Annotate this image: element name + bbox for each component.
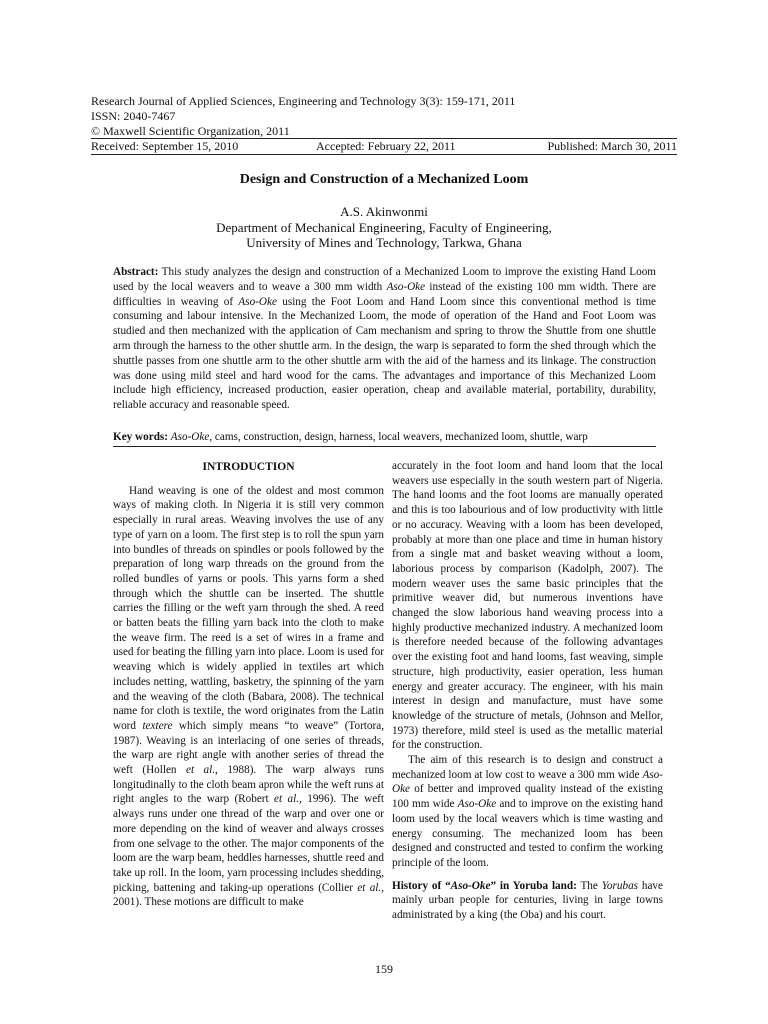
abstract-italic: Aso-Oke [386,280,426,293]
paragraph-text: , 1996). The weft always runs under one thread of the warp and over one or more depending on the kind of weaver and always crosses from one selvage to the other. The major components of the loom are the warp beam, heddles harnesses, shuttle reed and take up roll. In the loom, yarn processing includes shedding, picking, battening and taking-up operations (Collier [113,793,385,894]
journal-header [91,94,677,139]
left-column [113,458,384,910]
paragraph-text: have mainly urban people for centuries, living in large towns administrated by a king (the Oba) and his court. [392,879,663,922]
abstract-text: This study analyzes the design and construction of a Mechanized Loom to improve the existing Hand Loom used by the local weavers and to weave a 300 mm width [113,266,656,293]
keywords-text: , cams, construction, design, harness, local weavers, mechanized loom, shuttle, warp [209,431,588,443]
abstract-text: instead of the existing 100 mm width. There are difficulties in weaving of [113,280,657,308]
subheading-italic: Aso-Oke [450,879,491,892]
section-heading-introduction: INTRODUCTION [202,461,295,473]
keywords-rule [113,446,656,447]
author-block [91,204,677,251]
paragraph-text: and to improve on the existing hand loom used by the local weavers which is time wasting and energy consuming. The mechanized loom has been designed and constructed and tested to confirm the working principle of the loom. [392,798,663,869]
accepted-date: Accepted: February 22, 2011 [316,139,456,153]
keywords-label: Key words: [113,431,168,443]
paragraph-italic: textere [142,719,173,732]
keywords [113,430,656,445]
abstract-italic: Aso-Oke [238,295,277,308]
header-rule-bottom [91,154,677,155]
history-subheading [392,880,577,892]
right-column [392,459,663,923]
paragraph-text: The [576,879,602,892]
paragraph-text: , 2001). These motions are difficult to make [113,881,384,909]
paragraph-italic: et al. [357,881,382,894]
journal-copyright: © Maxwell Scientific Organization, 2011 [91,124,290,138]
paragraph-text: Hand weaving is one of the oldest and most common ways of making cloth. In Nigeria it is still very common especially in rural areas. Weaving involves the use of any type of yarn on a loom. The first step is to roll the spun yarn into bundles of threads on spindles or pools followed by the preparation of long warp threads on the ground from the rolled bundles of yarns or pools. This yarns form a shed through which the shuttle can be inserted. The shuttle carries the filling or the weft yarn through the shed. A reed or batten beats the filling yarn back into the cloth to make the weave firm. The reed is a set of wires in a frame and used for beating the filling yarn into place. Loom is used for weaving which is widely applied in textiles art which includes netting, wattling, basketry, the spinning of the yarn and the weaving of the cloth (Babara, 2008). The technical name for cloth is textile, the word originates from the Latin word [113,484,384,732]
aim-paragraph [392,753,663,871]
subheading-text: History of “ [392,879,451,892]
author-university: University of Mines and Technology, Tarkwa, Ghana [246,235,522,250]
author-department: Department of Mechanical Engineering, Faculty of Engineering, [216,219,552,235]
continued-paragraph: accurately in the foot loom and hand loom that the local weavers use especially in the south western part of Nigeria. The hand looms and the foot looms are manually operated and this is too labourious and of low productivity with little or no accuracy. Weaving with a loom has been developed, probably at more than one place and time in human history from a single mat and basket weaving without a loom, laborious process by comparison (Kadolph, 2007). The modern weaver uses the same basic principles that the primitive weaver did, but numerous inventions have changed the slow laborious hand weaving process into a highly productive mechanized industry. A mechanized loom is therefore needed because of the following advantages over the existing foot and hand looms, fast weaving, simple structure, high productivity, easier operation, less human energy and greater accuracy. The engineer, with his main interest in design and manufacture, must have some knowledge of the structure of metals, (Johnson and Mellor, 1973) therefore, mild steel is used as the metallic material for the construction. [392,460,663,752]
keywords-italic: Aso-Oke [170,431,210,443]
paragraph-italic: et al. [186,764,216,777]
paragraph-italic: et al. [274,793,300,806]
paragraph-italic: Yorubas [601,879,639,892]
intro-paragraph [113,484,384,910]
paragraph-text: which simply means “to weave” (Tortora, 1987). Weaving is an interlacing of one series of threads, the warp are right angle with another series of thread the weft (Hollen [113,719,384,777]
abstract [113,265,656,413]
paper-title: Design and Construction of a Mechanized Loom [239,172,529,187]
paragraph-text: The aim of this research is to design and construct a mechanized loom at low cost to weave a 300 mm wide [392,754,663,781]
received-date: Received: September 15, 2010 [91,139,239,153]
journal-citation: Research Journal of Applied Sciences, Engineering and Technology 3(3): 159-171, 2011 [91,94,516,108]
page-number: 159 [375,962,393,976]
history-paragraph [392,879,663,923]
paragraph-italic: Aso-Oke [457,798,497,811]
paragraph-text: , 1988). The warp always runs longitudinally to the cloth beam apron while the weft runs at right angles to the warp (Robert [113,764,384,806]
paragraph-italic: Aso-Oke [392,768,663,796]
journal-issn: ISSN: 2040-7467 [91,109,176,123]
published-date: Published: March 30, 2011 [547,139,677,153]
subheading-text: ” in Yoruba land: [490,879,577,892]
paragraph-text: of better and improved quality instead of the existing 100 mm wide [392,783,663,811]
author-name: A.S. Akinwonmi [340,204,428,219]
abstract-label: Abstract: [113,266,159,278]
abstract-text: using the Foot Loom and Hand Loom since this conventional method is time consuming and labour intensive. In the Mechanized Loom, the mode of operation of the Hand and Foot Loom was studied and then mechanized with the application of Cam mechanism and spring to throw the Shuttle from one shuttle arm through the harness to the other shuttle arm. In the design, the warp is separated to form the shed through which the shuttle passes from one shuttle arm to the other shuttle arm with the aid of the harness and its linkage. The construction was done using mild steel and hard wood for the cams. The advantages and importance of this Mechanized Loom include high efficiency, increased production, easier operation, cheap and available material, portability, durability, reliable accuracy and reasonable speed. [113,295,656,412]
